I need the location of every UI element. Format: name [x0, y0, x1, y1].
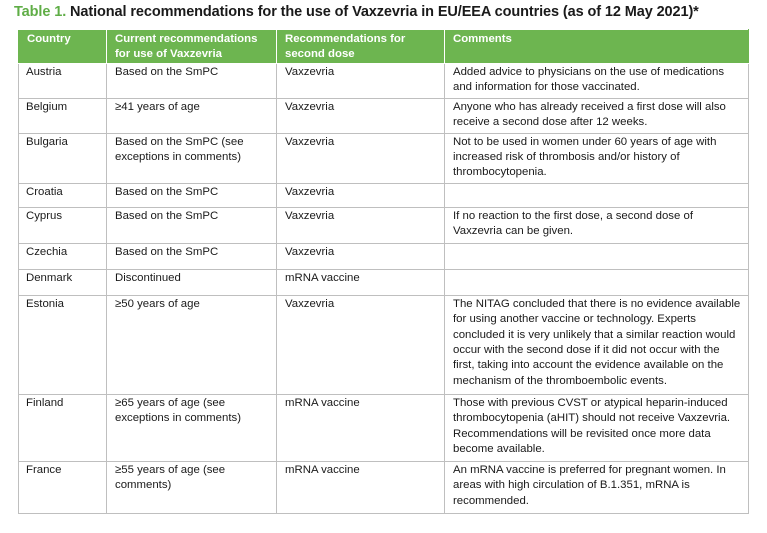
cell-country: Croatia [19, 183, 107, 207]
cell-current: ≥50 years of age [107, 295, 277, 394]
recommendations-table [18, 29, 749, 514]
cell-comments: Anyone who has already received a first dose will also receive a second dose after 12 weeks. [445, 98, 749, 133]
cell-comments: Those with previous CVST or atypical heparin-induced thrombocytopenia (aHIT) should not receive Vaxzevria. Recommendations will be revisited once more data become available. [445, 394, 749, 461]
cell-comments: The NITAG concluded that there is no evidence available for using another vaccine or technology. Experts concluded it is very unlikely that a similar reaction would occur with the second dose if it did not occur with the first, taking into account the evidence available on the mechanism of the thromboembolic events. [445, 295, 749, 394]
cell-comments: Not to be used in women under 60 years of age with increased risk of thrombosis and/or history of thrombocytopenia. [445, 133, 749, 183]
cell-second-dose: mRNA vaccine [277, 461, 445, 513]
cell-comments [445, 269, 749, 295]
cell-second-dose: Vaxzevria [277, 243, 445, 269]
header-current-recommendations: Current recommendations for use of Vaxzevria [107, 30, 277, 64]
cell-current: Based on the SmPC [107, 207, 277, 243]
cell-country: Cyprus [19, 207, 107, 243]
table-caption-text: National recommendations for the use of Vaxzevria in EU/EEA countries (as of 12 May 2021)* [66, 4, 699, 20]
cell-current: ≥41 years of age [107, 98, 277, 133]
table-caption-label: Table 1. [14, 4, 67, 20]
cell-country: Czechia [19, 243, 107, 269]
cell-country: Finland [19, 394, 107, 461]
cell-current: Based on the SmPC [107, 64, 277, 99]
table-row [19, 183, 749, 207]
cell-country: Austria [19, 64, 107, 99]
table-row [19, 207, 749, 243]
header-second-dose: Recommendations for second dose [277, 30, 445, 64]
header-country: Country [19, 30, 107, 64]
table-row [19, 133, 749, 183]
cell-current: Based on the SmPC [107, 243, 277, 269]
cell-second-dose: Vaxzevria [277, 98, 445, 133]
cell-comments [445, 183, 749, 207]
table-header-row [19, 30, 749, 64]
cell-comments: If no reaction to the first dose, a second dose of Vaxzevria can be given. [445, 207, 749, 243]
table-row [19, 394, 749, 461]
cell-second-dose: Vaxzevria [277, 133, 445, 183]
header-comments: Comments [445, 30, 749, 64]
cell-current: ≥55 years of age (see comments) [107, 461, 277, 513]
cell-country: France [19, 461, 107, 513]
cell-comments [445, 243, 749, 269]
cell-current: Based on the SmPC [107, 183, 277, 207]
cell-second-dose: Vaxzevria [277, 183, 445, 207]
table-row [19, 295, 749, 394]
cell-comments: An mRNA vaccine is preferred for pregnant women. In areas with high circulation of B.1.351, mRNA is recommended. [445, 461, 749, 513]
table-row [19, 64, 749, 99]
table-caption [14, 4, 699, 20]
cell-second-dose: Vaxzevria [277, 64, 445, 99]
table-row [19, 461, 749, 513]
cell-comments: Added advice to physicians on the use of medications and information for those vaccinated. [445, 64, 749, 99]
cell-second-dose: Vaxzevria [277, 207, 445, 243]
table-row [19, 269, 749, 295]
cell-country: Bulgaria [19, 133, 107, 183]
cell-country: Estonia [19, 295, 107, 394]
table-row [19, 243, 749, 269]
cell-second-dose: Vaxzevria [277, 295, 445, 394]
cell-current: Discontinued [107, 269, 277, 295]
cell-current: Based on the SmPC (see exceptions in comments) [107, 133, 277, 183]
table-row [19, 98, 749, 133]
cell-second-dose: mRNA vaccine [277, 394, 445, 461]
cell-current: ≥65 years of age (see exceptions in comments) [107, 394, 277, 461]
cell-country: Denmark [19, 269, 107, 295]
cell-country: Belgium [19, 98, 107, 133]
cell-second-dose: mRNA vaccine [277, 269, 445, 295]
